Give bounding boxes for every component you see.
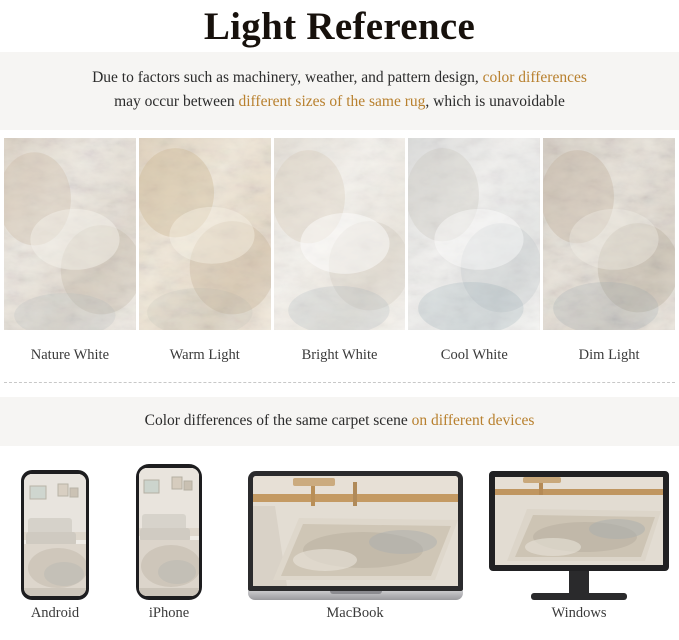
swatch-cell-nature-white [4, 138, 136, 372]
swatch-label-dim-light: Dim Light [578, 347, 640, 364]
rug-texture-icon [543, 138, 675, 330]
swatch-label-nature-white: Nature White [30, 347, 110, 364]
device-label-macbook: MacBook [326, 605, 384, 622]
notice-line1-text: Due to factors such as machinery, weather, and pattern design, [92, 69, 483, 86]
device-label-iphone: iPhone [148, 605, 190, 622]
android-screen [24, 474, 86, 596]
living-room-scene-icon [139, 468, 199, 596]
swatch-cell-warm-light [139, 138, 271, 372]
device-windows [489, 471, 669, 600]
living-room-scene-icon [24, 474, 86, 596]
devices-notice [0, 397, 679, 446]
page-title: Light Reference [203, 5, 476, 48]
device-label-windows: Windows [551, 605, 607, 622]
device-iphone [136, 464, 202, 600]
color-difference-notice [0, 52, 679, 130]
rug-swatch-cool-white [408, 138, 540, 330]
macbook-lid [248, 471, 463, 591]
device-android [21, 470, 89, 600]
rug-texture-icon [139, 138, 271, 330]
swatch-label-cool-white: Cool White [440, 347, 508, 364]
macbook-screen [253, 476, 458, 586]
devices-notice-text: Color differences of the same carpet scene [144, 412, 412, 430]
windows-screen [495, 477, 663, 565]
rug-texture-icon [408, 138, 540, 330]
rug-swatch-warm-light [139, 138, 271, 330]
monitor-neck [569, 571, 589, 593]
iphone-screen [139, 468, 199, 596]
notice-line1-highlight: color differences [482, 69, 587, 86]
swatch-label-warm-light: Warm Light [169, 347, 240, 364]
swatch-cell-bright-white [274, 138, 406, 372]
rug-swatch-bright-white [274, 138, 406, 330]
devices-notice-highlight: on different devices [411, 412, 535, 430]
swatch-cell-dim-light [543, 138, 675, 372]
device-row [0, 454, 679, 622]
device-label-android: Android [30, 605, 80, 622]
swatch-label-bright-white: Bright White [301, 347, 378, 364]
rug-room-scene-icon [495, 477, 663, 565]
notice-line2-highlight: different sizes of the same rug [238, 93, 426, 111]
lighting-swatch-row [0, 130, 679, 372]
device-macbook [248, 471, 463, 600]
rug-swatch-dim-light [543, 138, 675, 330]
rug-room-scene-icon [253, 476, 458, 586]
rug-texture-icon [4, 138, 136, 330]
monitor-frame [489, 471, 669, 571]
monitor-foot [531, 593, 627, 600]
rug-texture-icon [274, 138, 406, 330]
notice-line2-tail: , which is unavoidable [425, 93, 565, 111]
swatch-cell-cool-white [408, 138, 540, 372]
rug-swatch-nature-white [4, 138, 136, 330]
section-divider [4, 382, 675, 383]
notice-line2-text: may occur between [114, 93, 239, 111]
macbook-base [248, 591, 463, 600]
